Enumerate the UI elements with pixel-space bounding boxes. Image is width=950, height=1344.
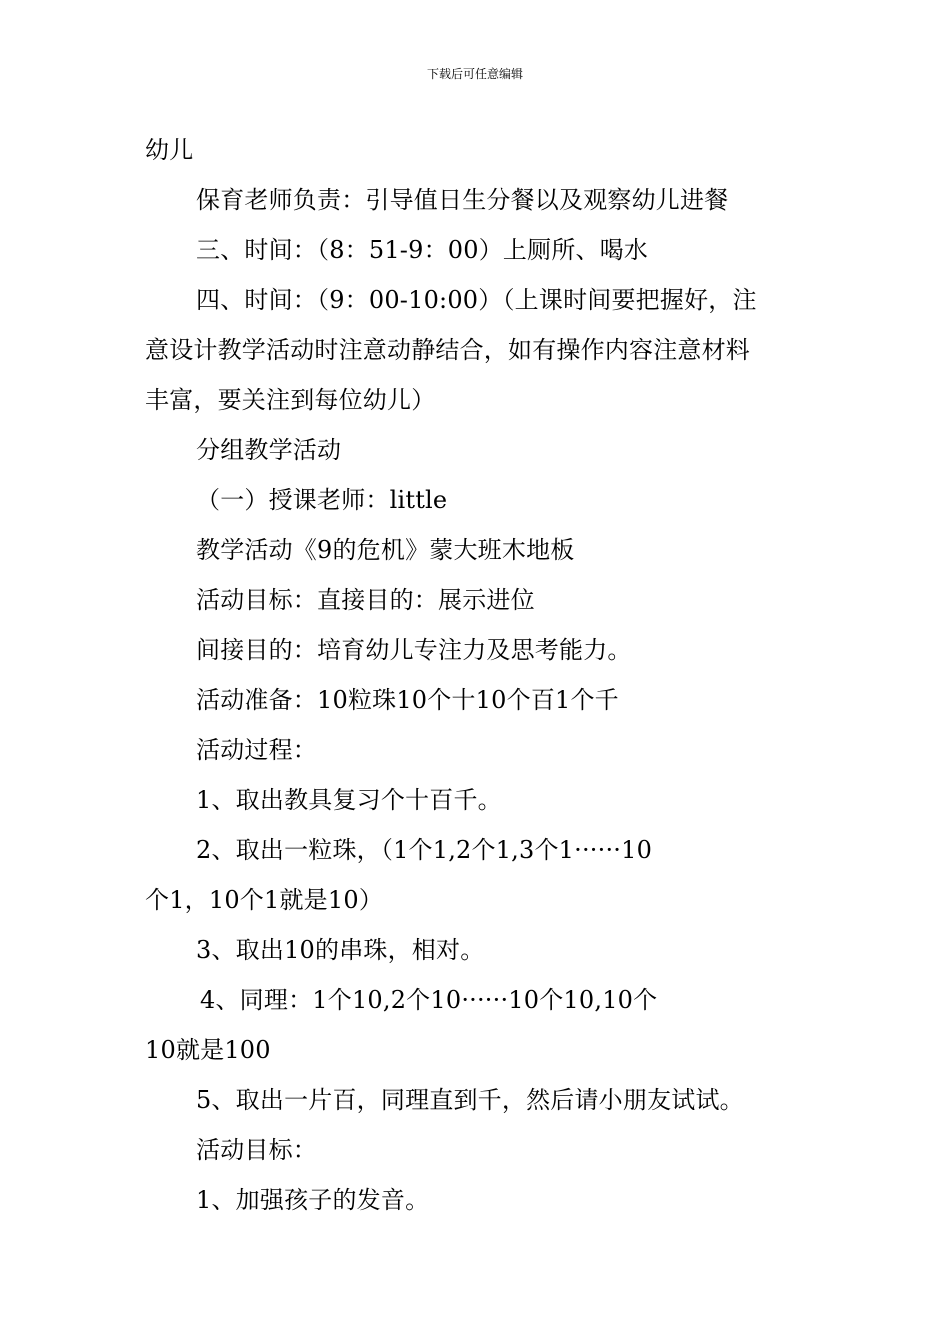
paragraph: （一）授课老师：little (196, 486, 448, 514)
paragraph: 四、时间：（9：00-10:00）（上课时间要把握好，注 (196, 286, 757, 314)
paragraph: 10就是100 (145, 1036, 271, 1064)
paragraph: 分组教学活动 (196, 436, 342, 464)
paragraph: 1、加强孩子的发音。 (196, 1186, 430, 1214)
paragraph: 三、时间：（8：51-9：00）上厕所、喝水 (196, 236, 649, 264)
page-header: 下载后可任意编辑 (426, 67, 523, 81)
paragraph: 丰富，要关注到每位幼儿） (145, 386, 436, 414)
paragraph: 个1，10个1就是10） (145, 886, 384, 914)
paragraph: 幼儿 (145, 136, 194, 164)
paragraph: 活动目标： (196, 1136, 317, 1164)
paragraph: 2、取出一粒珠，（1个1,2个1,3个1······10 (196, 836, 653, 864)
paragraph: 5、取出一片百，同理直到千，然后请小朋友试试。 (196, 1086, 744, 1114)
paragraph: 活动目标：直接目的：展示进位 (196, 586, 535, 614)
paragraph: 意设计教学活动时注意动静结合，如有操作内容注意材料 (145, 336, 750, 364)
paragraph: 间接目的：培育幼儿专注力及思考能力。 (196, 636, 632, 664)
paragraph: 教学活动《9的危机》蒙大班木地板 (196, 536, 575, 564)
document-body (145, 125, 817, 1225)
paragraph: 活动过程： (196, 736, 317, 764)
paragraph: 4、同理：1个10,2个10······10个10,10个 (200, 986, 658, 1014)
paragraph: 活动准备：10粒珠10个十10个百1个千 (196, 686, 619, 714)
paragraph: 3、取出10的串珠，相对。 (196, 936, 485, 964)
paragraph: 1、取出教具复习个十百千。 (196, 786, 502, 814)
paragraph: 保育老师负责：引导值日生分餐以及观察幼儿进餐 (196, 186, 729, 214)
